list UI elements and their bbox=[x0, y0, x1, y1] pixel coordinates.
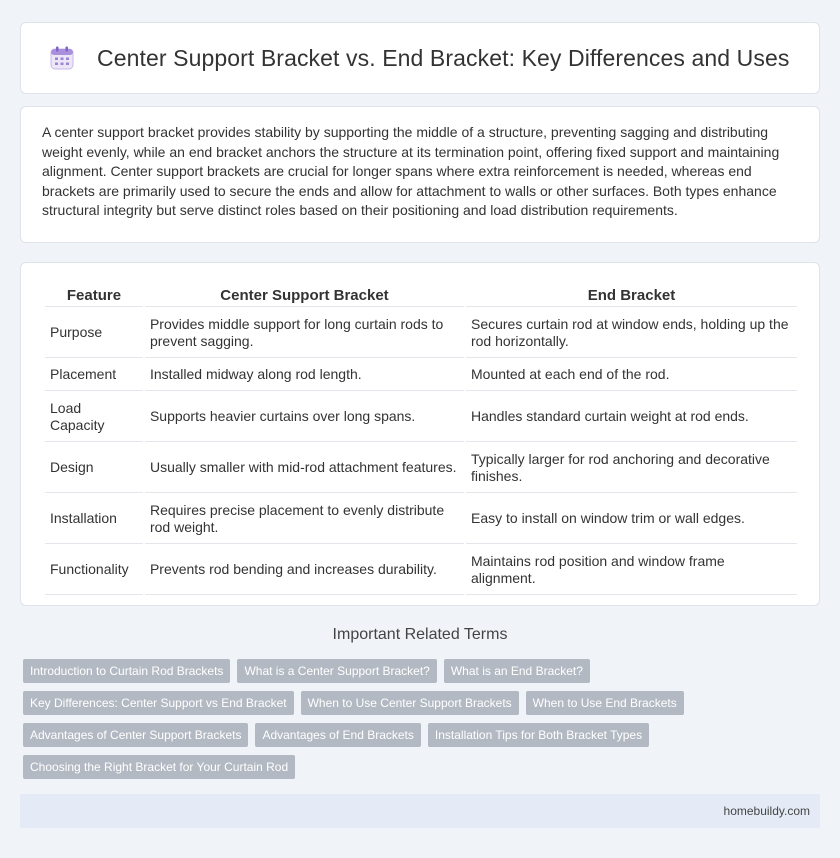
column-header-end-bracket: End Bracket bbox=[466, 285, 797, 307]
table-row bbox=[45, 495, 797, 544]
header-card bbox=[20, 22, 820, 94]
table-row bbox=[45, 309, 797, 358]
column-header-center-support: Center Support Bracket bbox=[145, 285, 464, 307]
table-row bbox=[45, 393, 797, 442]
table-cell: Easy to install on window trim or wall edges. bbox=[466, 495, 797, 544]
related-term-tag[interactable]: Choosing the Right Bracket for Your Curtain Rod bbox=[23, 755, 295, 779]
footer bbox=[20, 794, 820, 828]
table-cell: Installed midway along rod length. bbox=[145, 360, 464, 391]
column-header-feature: Feature bbox=[45, 285, 143, 307]
table-cell: Supports heavier curtains over long spans. bbox=[145, 393, 464, 442]
table-cell: Maintains rod position and window frame alignment. bbox=[466, 546, 797, 595]
related-term-tag[interactable]: When to Use Center Support Brackets bbox=[301, 691, 519, 715]
table-cell-feature: Design bbox=[45, 444, 143, 493]
table-row bbox=[45, 444, 797, 493]
table-cell: Mounted at each end of the rod. bbox=[466, 360, 797, 391]
related-term-tag[interactable]: Advantages of Center Support Brackets bbox=[23, 723, 248, 747]
table-cell: Provides middle support for long curtain rods to prevent sagging. bbox=[145, 309, 464, 358]
related-term-tag[interactable]: When to Use End Brackets bbox=[526, 691, 684, 715]
related-term-tag[interactable]: What is an End Bracket? bbox=[444, 659, 590, 683]
table-row bbox=[45, 360, 797, 391]
table-cell-feature: Purpose bbox=[45, 309, 143, 358]
table-cell: Requires precise placement to evenly distribute rod weight. bbox=[145, 495, 464, 544]
comparison-table bbox=[43, 283, 799, 597]
table-cell: Usually smaller with mid-rod attachment features. bbox=[145, 444, 464, 493]
table-cell-feature: Placement bbox=[45, 360, 143, 391]
related-terms-title: Important Related Terms bbox=[332, 626, 508, 643]
comparison-table-card bbox=[20, 262, 820, 606]
related-terms-list bbox=[23, 659, 823, 787]
intro-text: A center support bracket provides stability by supporting the middle of a structure, preventing sagging and distributing weight evenly, while an end bracket anchors the structure at its termination point, offering fixed support and maintaining alignment. Center support brackets are crucial for longer spans where extra reinforcement is needed, whereas end brackets are primarily used to secure the ends and allow for attachment to walls or other surfaces. Both types enhance structural integrity but serve distinct roles based on their positioning and load distribution requirements. bbox=[42, 124, 780, 219]
page-title: Center Support Bracket vs. End Bracket: Key Differences and Uses bbox=[97, 44, 790, 71]
table-cell: Typically larger for rod anchoring and decorative finishes. bbox=[466, 444, 797, 493]
table-cell-feature: Load Capacity bbox=[45, 393, 143, 442]
footer-site-link[interactable]: homebuildy.com bbox=[723, 804, 810, 818]
calendar-icon bbox=[49, 45, 75, 71]
table-cell-feature: Installation bbox=[45, 495, 143, 544]
related-term-tag[interactable]: What is a Center Support Bracket? bbox=[237, 659, 436, 683]
table-cell: Handles standard curtain weight at rod ends. bbox=[466, 393, 797, 442]
table-row bbox=[45, 546, 797, 595]
related-term-tag[interactable]: Installation Tips for Both Bracket Types bbox=[428, 723, 649, 747]
table-cell: Prevents rod bending and increases durability. bbox=[145, 546, 464, 595]
related-term-tag[interactable]: Key Differences: Center Support vs End Bracket bbox=[23, 691, 294, 715]
table-cell-feature: Functionality bbox=[45, 546, 143, 595]
intro-card bbox=[20, 106, 820, 243]
table-header-row bbox=[45, 285, 797, 307]
related-term-tag[interactable]: Introduction to Curtain Rod Brackets bbox=[23, 659, 230, 683]
related-term-tag[interactable]: Advantages of End Brackets bbox=[255, 723, 420, 747]
table-cell: Secures curtain rod at window ends, holding up the rod horizontally. bbox=[466, 309, 797, 358]
